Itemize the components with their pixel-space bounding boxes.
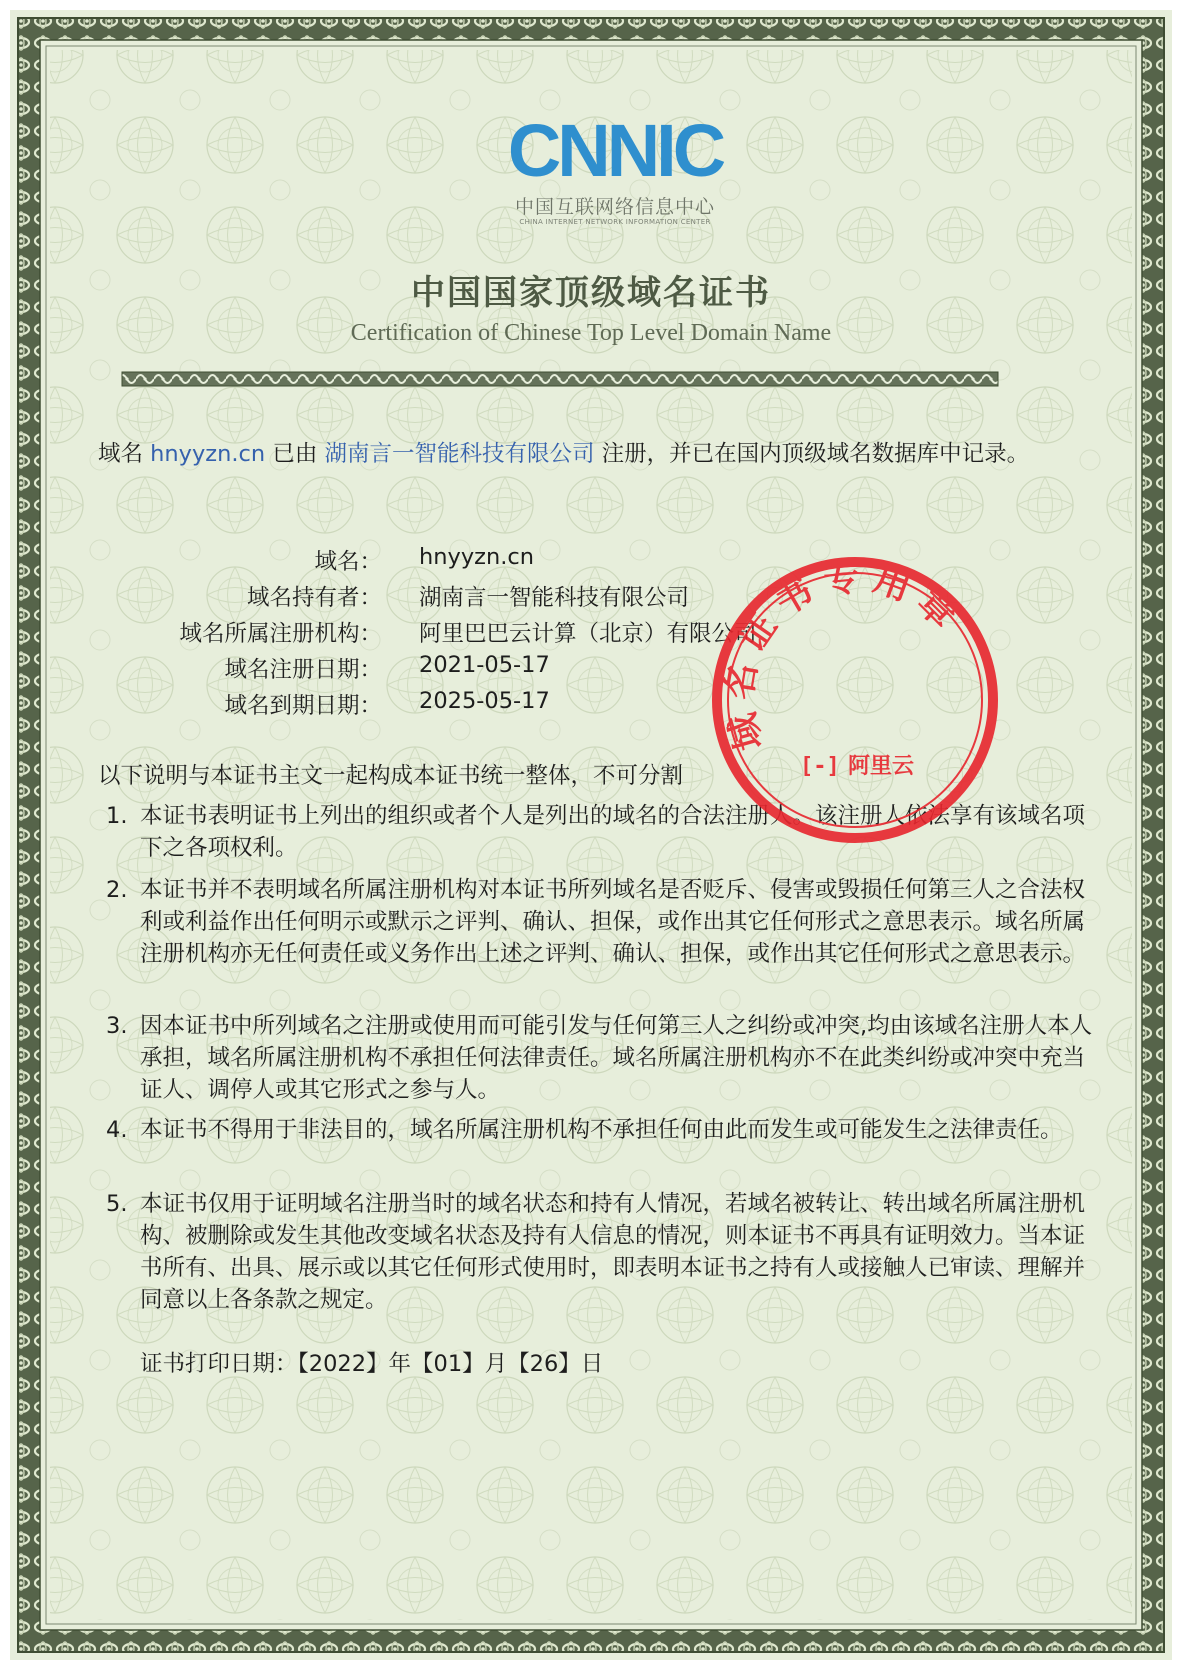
info-value: 阿里巴巴云计算（北京）有限公司 [419, 621, 757, 647]
info-label: 域名所属注册机构： [179, 621, 382, 647]
certificate-title-cn: 中国国家顶级域名证书 [411, 273, 771, 313]
certificate-sheet [10, 10, 1172, 1660]
clause-text: 本证书仅用于证明域名注册当时的域名状态和持有人情况，若域名被转让、转出域名所属注册机构、被删除或发生其他改变域名状态及持有人信息的情况，则本证书不再具有证明效力。当本证书所有、出具、展示或以其它任何形式使用时，即表明本证书之持有人或接触人已审读、理解并同意以上各条款之规定。 [140, 1191, 1086, 1313]
cnnic-logo [450, 114, 780, 234]
logo-wordmark-text: CNNIC [507, 114, 723, 192]
info-value: 2025-05-17 [419, 688, 550, 714]
info-label: 域名到期日期： [224, 693, 382, 719]
cnnic-wordmark [450, 114, 780, 194]
clause-number: 2. [106, 877, 128, 903]
clause-number: 5. [106, 1191, 128, 1217]
intro-paragraph [98, 438, 1088, 471]
seal-brand: 阿里云 [848, 754, 915, 779]
clause-number: 1. [106, 803, 128, 829]
info-value: 2021-05-17 [419, 652, 550, 678]
clause-number: 3. [106, 1013, 128, 1039]
clause-text: 因本证书中所列域名之注册或使用而可能引发与任何第三人之纠纷或冲突,均由该域名注册人本人承担，域名所属注册机构不承担任何法律责任。域名所属注册机构亦不在此类纠纷或冲突中充当证人、调停人或其它形式之参与人。 [140, 1013, 1093, 1103]
logo-subtitle-en: CHINA INTERNET NETWORK INFORMATION CENTER [519, 218, 711, 226]
intro-domain: hnyyzn.cn [150, 441, 266, 467]
logo-subtitle-cn: 中国互联网络信息中心 [514, 196, 715, 218]
certificate-title-en: Certification of Chinese Top Level Domain Name [350, 320, 832, 346]
info-label: 域名持有者： [246, 585, 382, 611]
notes-intro: 以下说明与本证书主文一起构成本证书统一整体，不可分割 [98, 763, 684, 789]
info-value: 湖南言一智能科技有限公司 [419, 585, 690, 611]
intro-prefix: 域名 [98, 441, 151, 467]
aliyun-mark-icon: [-] [800, 754, 840, 779]
info-value: hnyyzn.cn [419, 544, 535, 570]
clause-text: 本证书并不表明域名所属注册机构对本证书所列域名是否贬斥、侵害或毁损任何第三人之合法权利或利益作出任何明示或默示之评判、确认、担保，或作出其它任何形式之意思表示。域名所属注册机构亦无任何责任或义务作出上述之评判、确认、担保，或作出其它任何形式之意思表示。 [140, 877, 1086, 967]
print-date: 证书打印日期：【2022】年【01】月【26】日 [140, 1351, 604, 1377]
intro-holder: 湖南言一智能科技有限公司 [324, 441, 595, 467]
intro-suffix: 注册，并已在国内顶级域名数据库中记录。 [594, 441, 1030, 467]
seal-text: 域名证书专用章 [717, 555, 972, 755]
info-label: 域名注册日期： [224, 657, 382, 683]
clause-text: 本证书表明证书上列出的组织或者个人是列出的域名的合法注册人。该注册人依法享有该域名项下之各项权利。 [140, 803, 1086, 861]
intro-middle: 已由 [265, 441, 325, 467]
official-seal [710, 555, 1000, 845]
clause-number: 4. [106, 1117, 128, 1143]
info-label: 域名： [314, 549, 382, 575]
clause-text: 本证书不得用于非法目的，域名所属注册机构不承担任何由此而发生或可能发生之法律责任。 [140, 1117, 1063, 1143]
